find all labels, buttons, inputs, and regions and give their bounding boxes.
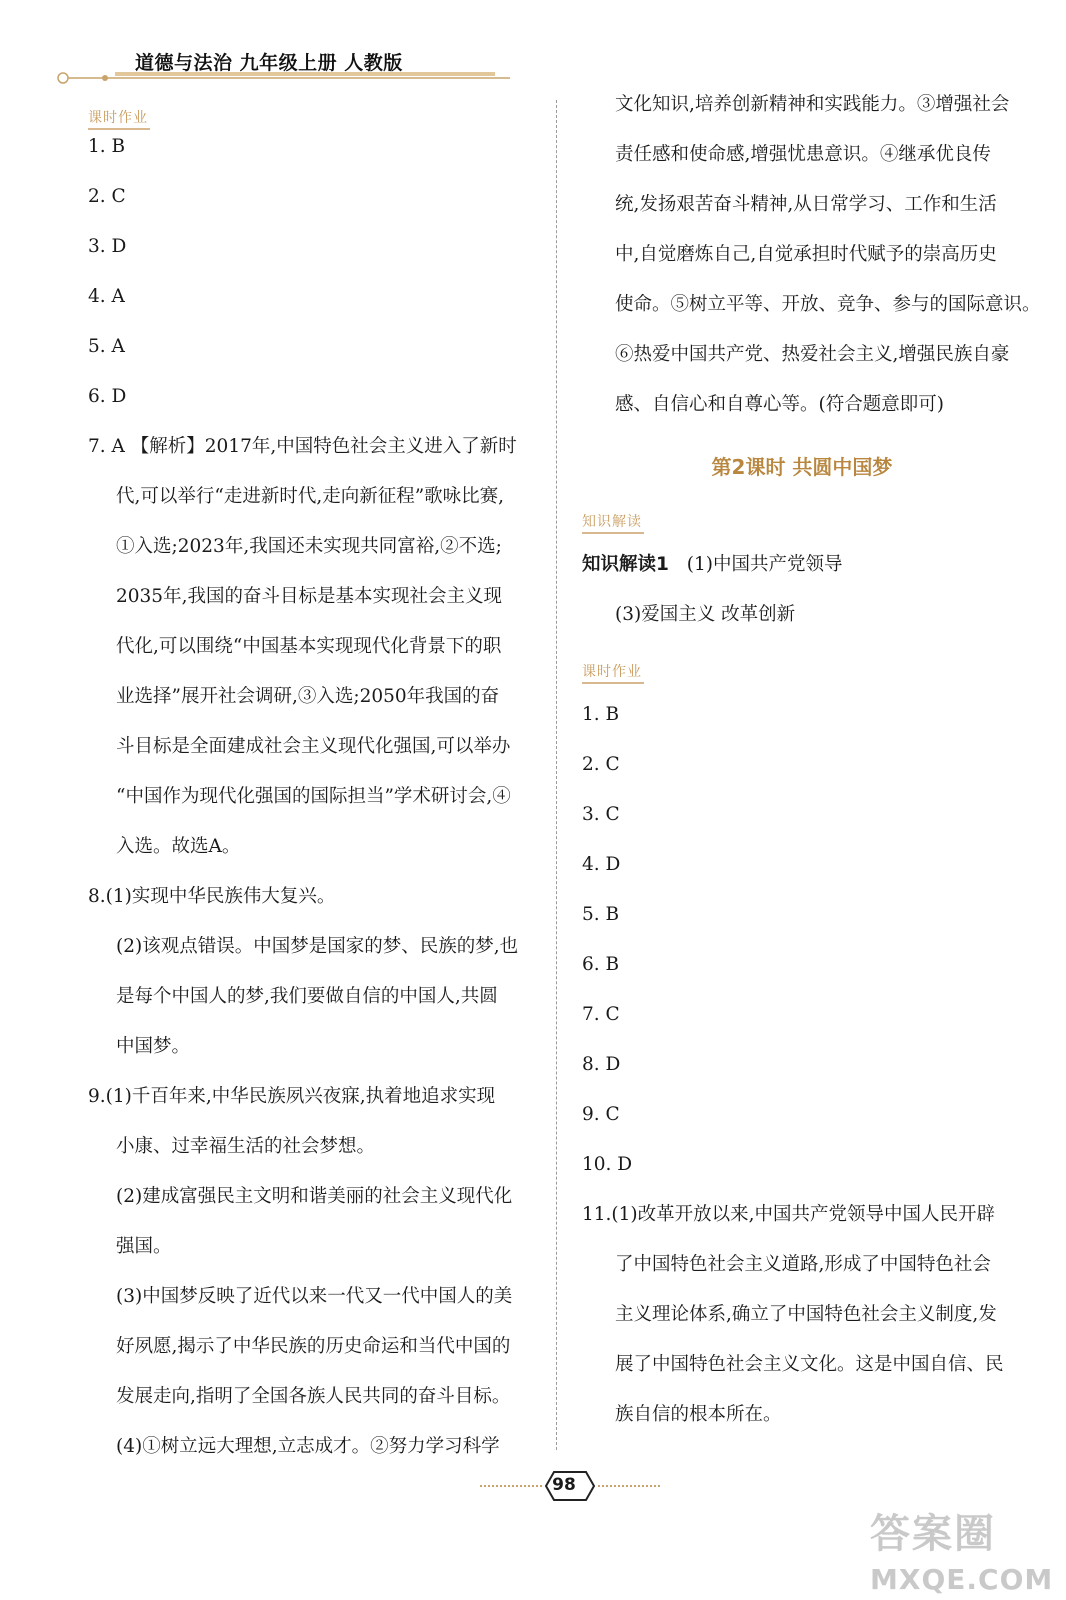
answer-line: 2. C bbox=[582, 754, 620, 775]
answer-line: (2)建成富强民主文明和谐美丽的社会主义现代化 bbox=[116, 1186, 513, 1207]
answer-line: 4. A bbox=[88, 286, 125, 307]
answer-line: 8.(1)实现中华民族伟大复兴。 bbox=[88, 886, 336, 907]
answer-line: 展了中国特色社会主义文化。这是中国自信、民 bbox=[615, 1354, 1004, 1375]
left-column bbox=[88, 110, 543, 1472]
answer-line: ⑥热爱中国共产党、热爱社会主义,增强民族自豪 bbox=[615, 344, 1010, 365]
answer-line: 斗目标是全面建成社会主义现代化强国,可以举办 bbox=[116, 736, 511, 757]
answer-line: 10. D bbox=[582, 1154, 633, 1175]
section-tag-knowledge: 知识解读 bbox=[582, 513, 644, 534]
answer-line: 感、自信心和自尊心等。(符合题意即可) bbox=[615, 394, 944, 415]
watermark-domain: MXQE.COM bbox=[870, 1563, 1054, 1596]
page-number: 98 bbox=[552, 1475, 576, 1495]
answer-line: 1. B bbox=[88, 136, 126, 157]
answer-line: 4. D bbox=[582, 854, 621, 875]
lesson-title: 第2课时 共圆中国梦 bbox=[711, 455, 893, 479]
answer-line: 2035年,我国的奋斗目标是基本实现社会主义现 bbox=[116, 586, 502, 607]
watermark bbox=[870, 1502, 1053, 1596]
answer-line: 责任感和使命感,增强忧患意识。④继承优良传 bbox=[615, 144, 991, 165]
section-tag-homework: 课时作业 bbox=[88, 109, 150, 130]
book-title: 道德与法治 九年级上册 人教版 bbox=[135, 52, 403, 74]
answer-line: 统,发扬艰苦奋斗精神,从日常学习、工作和生活 bbox=[615, 194, 997, 215]
knowledge-label: 知识解读1 bbox=[582, 554, 669, 575]
section-tag-homework: 课时作业 bbox=[582, 663, 644, 684]
answer-line: ①入选;2023年,我国还未实现共同富裕,②不选; bbox=[116, 536, 502, 557]
knowledge-line: (3)爱国主义 改革创新 bbox=[615, 604, 796, 625]
knowledge-answer: (1)中国共产党领导 bbox=[686, 554, 843, 575]
answer-line: 了中国特色社会主义道路,形成了中国特色社会 bbox=[615, 1254, 991, 1275]
answer-line: 5. B bbox=[582, 904, 620, 925]
answer-line: 11.(1)改革开放以来,中国共产党领导中国人民开辟 bbox=[582, 1204, 996, 1225]
right-column bbox=[582, 80, 1042, 1440]
answer-line: 业选择”展开社会调研,③入选;2050年我国的奋 bbox=[116, 686, 500, 707]
answer-line: 中国梦。 bbox=[116, 1036, 191, 1057]
answer-line: 7. C bbox=[582, 1004, 620, 1025]
answer-line: 使命。⑤树立平等、开放、竞争、参与的国际意识。 bbox=[615, 294, 1041, 315]
knowledge-line bbox=[582, 540, 1042, 590]
answer-line: 2. C bbox=[88, 186, 126, 207]
answer-line: “中国作为现代化强国的国际担当”学术研讨会,④ bbox=[116, 786, 511, 807]
answer-line: 9. C bbox=[582, 1104, 620, 1125]
answer-line: 6. B bbox=[582, 954, 620, 975]
answer-line: 7. A 【解析】2017年,中国特色社会主义进入了新时 bbox=[88, 436, 517, 457]
answer-line: 中,自觉磨炼自己,自觉承担时代赋予的崇高历史 bbox=[615, 244, 997, 265]
answer-line: (3)中国梦反映了近代以来一代又一代中国人的美 bbox=[116, 1286, 513, 1307]
answer-line: (4)①树立远大理想,立志成才。②努力学习科学 bbox=[116, 1436, 500, 1457]
answer-line: 小康、过幸福生活的社会梦想。 bbox=[116, 1136, 376, 1157]
answer-line: 入选。故选A。 bbox=[116, 836, 241, 857]
column-divider bbox=[556, 100, 557, 1450]
answer-line: 文化知识,培养创新精神和实践能力。③增强社会 bbox=[615, 94, 1010, 115]
answer-line: 5. A bbox=[88, 336, 125, 357]
answer-line: 1. B bbox=[582, 704, 620, 725]
answer-line: 是每个中国人的梦,我们要做自信的中国人,共圆 bbox=[116, 986, 498, 1007]
watermark-logo-text: 答案圈 bbox=[870, 1511, 996, 1557]
answer-line: 族自信的根本所在。 bbox=[615, 1404, 782, 1425]
answer-line: 3. D bbox=[88, 236, 127, 257]
answer-line: (2)该观点错误。中国梦是国家的梦、民族的梦,也 bbox=[116, 936, 519, 957]
answer-line: 代,可以举行“走进新时代,走向新征程”歌咏比赛, bbox=[116, 486, 505, 507]
answer-line: 9.(1)千百年来,中华民族夙兴夜寐,执着地追求实现 bbox=[88, 1086, 496, 1107]
answer-line: 发展走向,指明了全国各族人民共同的奋斗目标。 bbox=[116, 1386, 511, 1407]
answer-line: 主义理论体系,确立了中国特色社会主义制度,发 bbox=[615, 1304, 997, 1325]
answer-line: 好夙愿,揭示了中华民族的历史命运和当代中国的 bbox=[116, 1336, 511, 1357]
answer-line: 强国。 bbox=[116, 1236, 172, 1257]
header-ornament bbox=[55, 66, 515, 90]
answer-line: 8. D bbox=[582, 1054, 621, 1075]
answer-line: 6. D bbox=[88, 386, 127, 407]
answer-line: 3. C bbox=[582, 804, 620, 825]
answer-line: 代化,可以围绕“中国基本实现现代化背景下的职 bbox=[116, 636, 502, 657]
